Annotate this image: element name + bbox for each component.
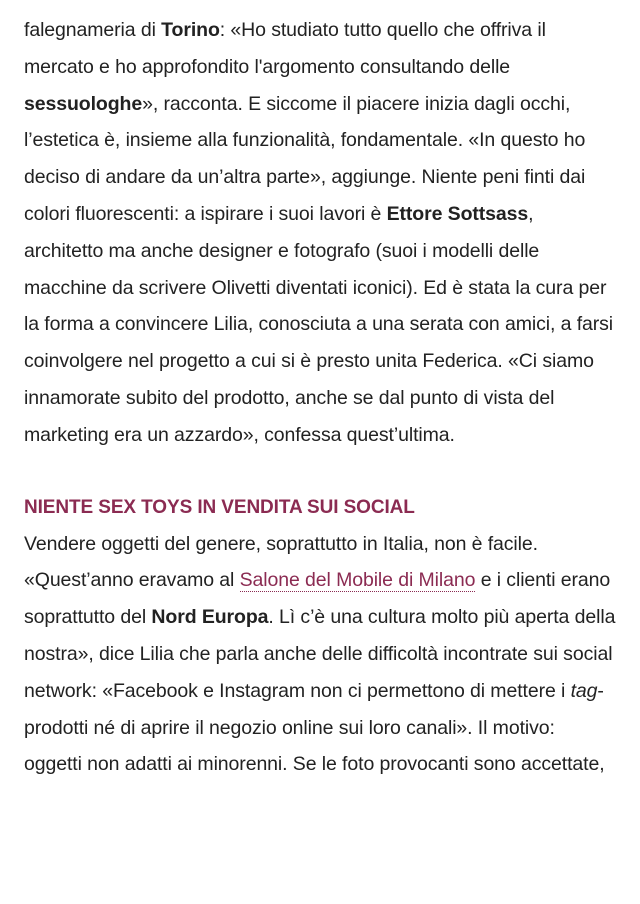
text-run: e i clienti erano soprattutto del [24, 569, 611, 629]
paragraph-intro [24, 12, 616, 454]
text-run: -prodotti né di aprire il negozio online sui loro canali». Il motivo: oggetti non adatti ai minorenni. Se le foto provocanti sono accettate, [24, 679, 605, 776]
bold-sessuologhe: sessuologhe [24, 92, 143, 115]
text-run: Vendere oggetti del genere, soprattutto in Italia, non è facile. «Quest’anno eravamo al [24, 532, 538, 592]
paragraph-social [24, 526, 616, 784]
text-run: », racconta. E siccome il piacere inizia dagli occhi, l’estetica è, insieme alla funzionalità, fondamentale. «In questo ho deciso di andare da un’altra parte», aggiunge. Niente peni finti dai colori fluorescenti: a ispirare i suoi lavori è [24, 92, 586, 225]
section-subheading: NIENTE SEX TOYS IN VENDITA SUI SOCIAL [24, 496, 415, 518]
bold-ettore-sottsass: Ettore Sottsass [386, 202, 529, 225]
text-run: : «Ho studiato tutto quello che offriva il mercato e ho approfondito l'argomento consultando delle [24, 19, 546, 78]
italic-tag: tag [570, 679, 598, 702]
text-run: . Lì c’è una cultura molto più aperta della nostra», dice Lilia che parla anche delle difficoltà incontrate sui social network: «Facebook e Instagram non ci permettono di mettere i [24, 606, 616, 702]
text-run: , architetto ma anche designer e fotografo (suoi i modelli delle macchine da scrivere Olivetti diventati iconici). Ed è stata la cura per la forma a convincere Lilia, conosciuta a una serata con amici, a farsi coinvolgere nel progetto a cui si è presto unita Federica. «Ci siamo innamorate subito del prodotto, anche se dal punto di vista del marketing era un azzardo», confessa quest’ultima. [24, 202, 614, 446]
paragraph-spacer [24, 454, 616, 490]
bold-nord-europa: Nord Europa [151, 606, 269, 629]
bold-torino: Torino [161, 19, 220, 41]
salone-del-mobile-link[interactable]: Salone del Mobile di Milano [239, 569, 476, 592]
text-run: falegnameria di [24, 19, 162, 41]
